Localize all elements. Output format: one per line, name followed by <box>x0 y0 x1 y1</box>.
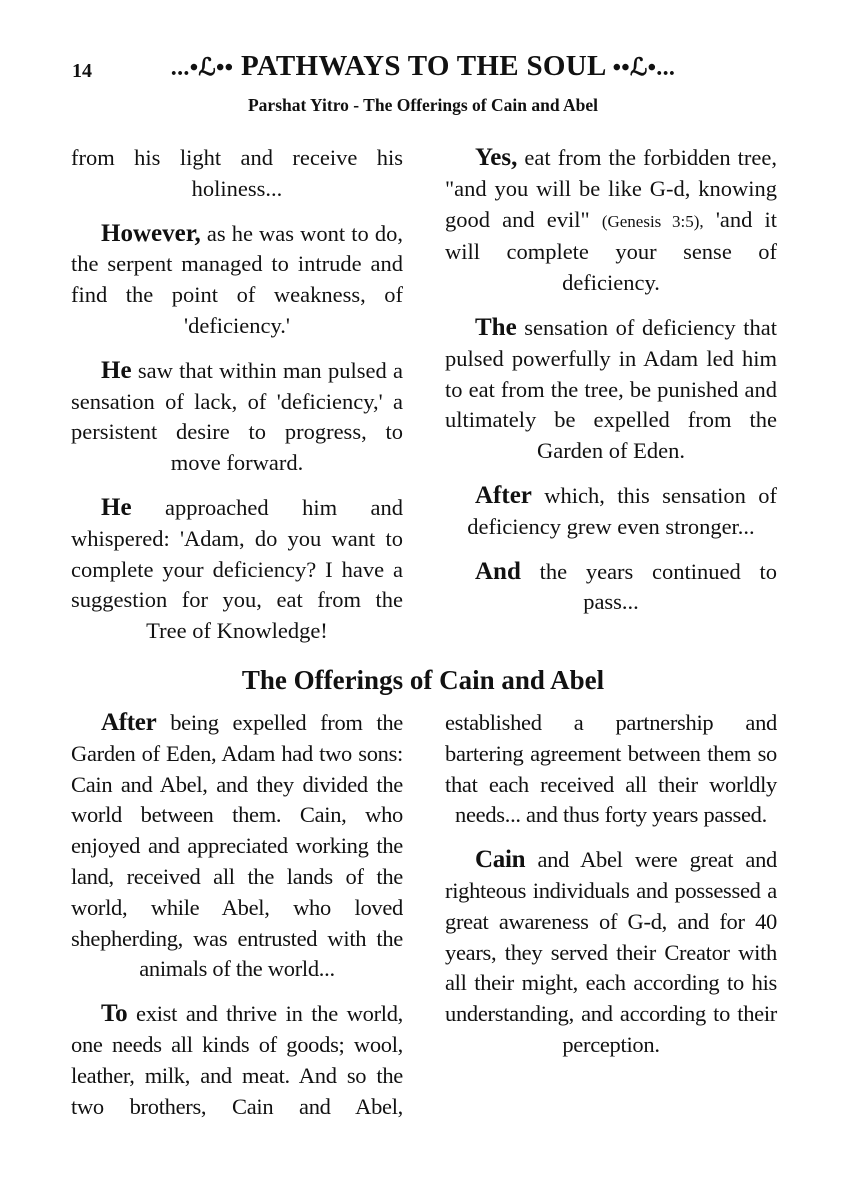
lead-word: After <box>475 481 532 509</box>
bottom-left-column <box>71 708 403 1136</box>
ornament-right: ••ℒ•... <box>612 55 676 81</box>
running-title <box>0 50 846 83</box>
paragraph-text: approached him and whispered: 'Adam, do you want to complete your deficiency? I have a suggestion for you, eat from the Tree of Knowledge! <box>71 494 403 644</box>
lead-word: And <box>475 557 521 585</box>
bottom-right-column <box>445 708 777 1075</box>
lead-word: Yes, <box>475 144 518 171</box>
paragraph-text: sensation of deficiency that pulsed powerfully in Adam led him to eat from the tree, be punished and ultimately be expelled from the Garden of Eden. <box>445 314 777 464</box>
paragraph <box>445 313 777 467</box>
lead-word: After <box>101 709 157 736</box>
paragraph <box>71 356 403 479</box>
paragraph <box>445 143 777 299</box>
lead-word: He <box>101 356 132 384</box>
top-right-column <box>445 143 777 632</box>
paragraph <box>445 557 777 619</box>
lead-word: The <box>475 313 517 341</box>
paragraph-text: and Abel were great and righteous individuals and possessed a great awareness of G-d, and for 40 years, they served their Creator with all their might, each according to his understanding, and according to their perception. <box>445 847 777 1057</box>
paragraph <box>71 143 403 205</box>
paragraph-text: the years continued to pass... <box>520 558 777 615</box>
section-heading: The Offerings of Cain and Abel <box>241 665 605 695</box>
citation: (Genesis 3:5), <box>601 211 704 231</box>
paragraph <box>445 481 777 543</box>
paragraph-text: from his light and receive his holiness... <box>71 145 403 201</box>
ornament-left: ...•ℒ•• <box>170 55 234 81</box>
lead-word: However, <box>101 219 201 247</box>
paragraph-text: exist and thrive in the world, one needs all kinds of goods; wool, leather, milk, and meat. And so the two brothers, Cain and Abel, <box>71 1001 403 1119</box>
top-left-column <box>71 143 403 661</box>
paragraph <box>71 219 403 342</box>
lead-word: He <box>101 493 132 521</box>
paragraph <box>71 999 403 1122</box>
paragraph-text: 'and it will complete your sense of deficiency. <box>445 206 777 296</box>
paragraph-text: saw that within man pulsed a sensation of lack, of 'deficiency,' a persistent desire to progress, to move forward. <box>71 357 403 476</box>
lead-word: Cain <box>475 846 526 874</box>
chapter-subtitle: Parshat Yitro - The Offerings of Cain and Abel <box>247 95 598 115</box>
paragraph-text: established a partnership and bartering agreement between them so that each received all their worldly needs... and thus forty years passed. <box>445 710 777 828</box>
paragraph <box>445 708 777 831</box>
paragraph-text: eat from the forbidden tree, "and you will be like G-d, knowing good and evil" <box>445 145 777 232</box>
paragraph <box>445 845 777 1061</box>
paragraph-text: being expelled from the Garden of Eden, Adam had two sons: Cain and Abel, and they divided the world between them. Cain, who enjoyed and appreciated working the land, received all the lands of the world, while Abel, who loved shepherding, was entrusted with the animals of the world... <box>71 710 403 982</box>
paragraph-text: as he was wont to do, the serpent managed to intrude and find the point of weakness, of 'deficiency.' <box>71 220 403 338</box>
lead-word: To <box>101 1000 128 1028</box>
paragraph-text: which, this sensation of deficiency grew even stronger... <box>467 482 777 539</box>
paragraph <box>71 708 403 985</box>
book-title: PATHWAYS TO THE SOUL <box>240 50 606 82</box>
page-number: 14 <box>72 60 92 82</box>
paragraph <box>71 493 403 647</box>
